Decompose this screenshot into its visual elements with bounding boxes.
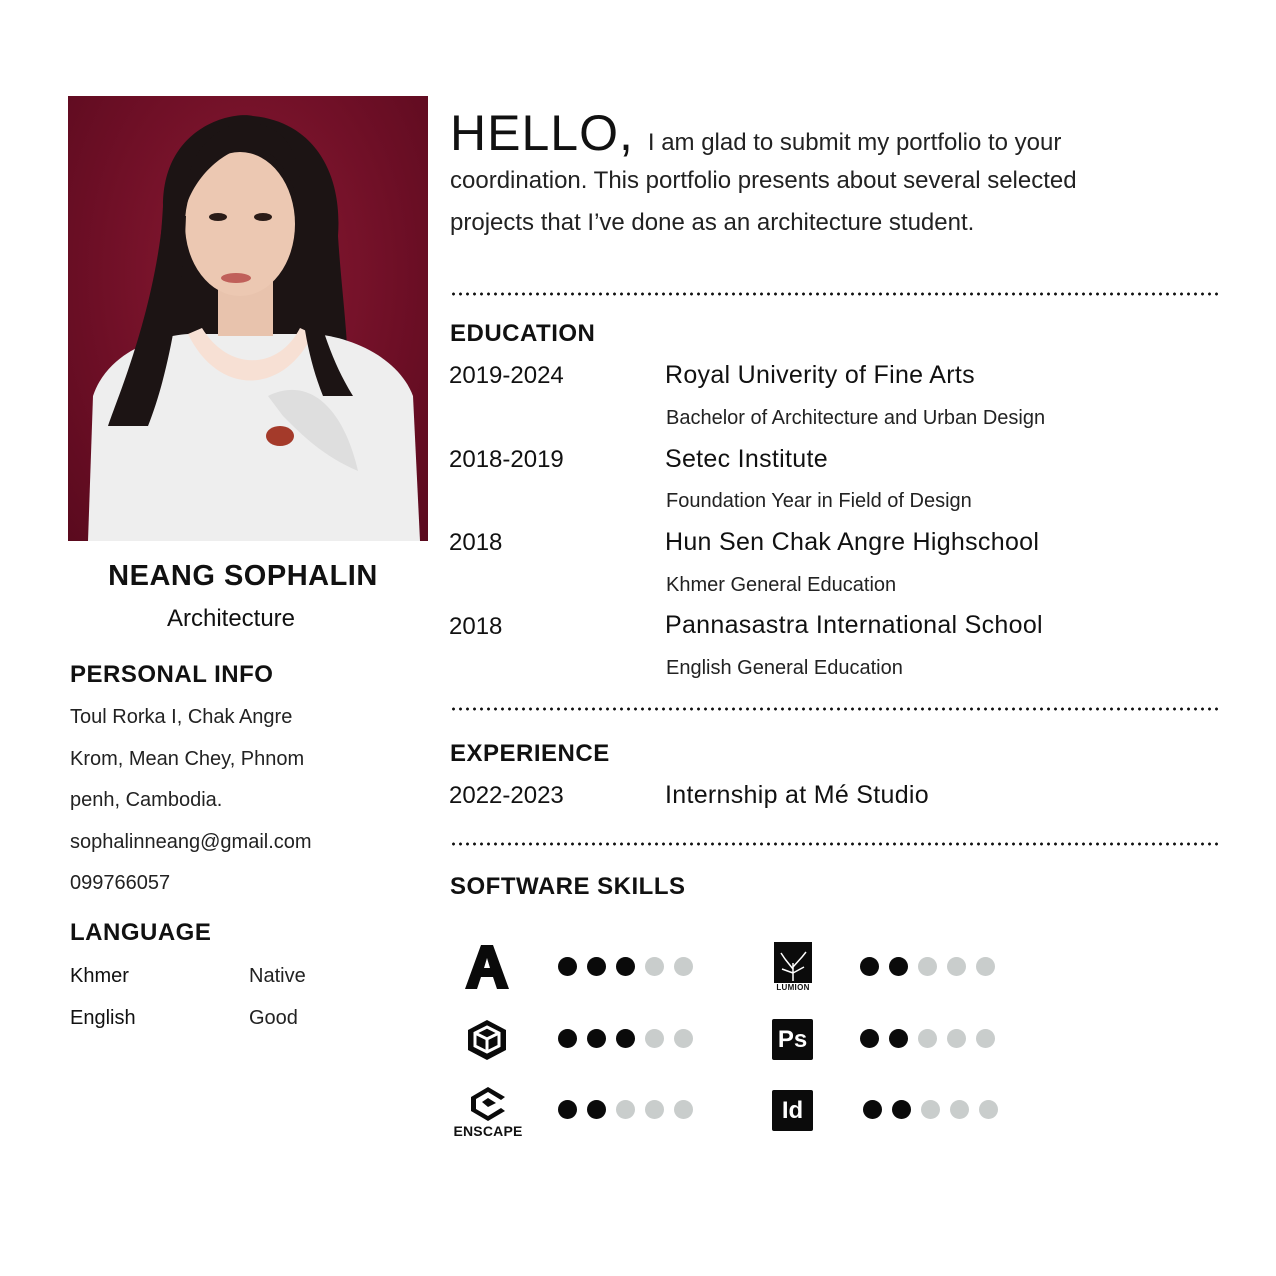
education-years: 2019-2024 [449, 362, 564, 389]
rating-dot-empty [645, 957, 664, 976]
education-years: 2018 [449, 529, 503, 556]
skill-rating [860, 957, 995, 976]
education-school: Royal Univerity of Fine Arts [665, 361, 975, 389]
intro-line: projects that I’ve done as an architecture student. [450, 209, 975, 236]
lumion-icon [772, 942, 814, 992]
rating-dot-filled [587, 1100, 606, 1119]
rating-dot-filled [616, 957, 635, 976]
rating-dot-filled [587, 957, 606, 976]
skill-rating [558, 1100, 693, 1119]
education-detail: Foundation Year in Field of Design [666, 490, 972, 512]
rating-dot-empty [674, 1100, 693, 1119]
education-detail: Khmer General Education [666, 574, 897, 596]
skill-rating [558, 1029, 693, 1048]
education-detail: Bachelor of Architecture and Urban Design [666, 407, 1046, 429]
rating-dot-filled [892, 1100, 911, 1119]
language-level: Native [249, 965, 306, 987]
language-name: English [70, 1007, 136, 1029]
rating-dot-empty [976, 957, 995, 976]
address-line: Krom, Mean Chey, Phnom [70, 748, 305, 770]
rating-dot-filled [616, 1029, 635, 1048]
rating-dot-empty [947, 1029, 966, 1048]
rating-dot-filled [558, 957, 577, 976]
rating-dot-filled [558, 1100, 577, 1119]
photoshop-icon [772, 1019, 813, 1060]
rating-dot-empty [674, 957, 693, 976]
rating-dot-filled [889, 1029, 908, 1048]
indesign-icon [772, 1090, 813, 1131]
experience-role: Internship at Mé Studio [665, 781, 929, 809]
enscape-icon [448, 1084, 528, 1140]
autocad-icon [462, 940, 512, 992]
rating-dot-filled [863, 1100, 882, 1119]
education-years: 2018 [449, 613, 503, 640]
photoshop-label: Ps [772, 1019, 813, 1060]
software-skills-title: SOFTWARE SKILLS [450, 873, 686, 900]
education-title: EDUCATION [450, 320, 596, 347]
skill-rating [558, 957, 693, 976]
language-name: Khmer [70, 965, 129, 987]
rating-dot-empty [674, 1029, 693, 1048]
education-detail: English General Education [666, 657, 903, 679]
profile-photo [68, 96, 428, 541]
rating-dot-empty [950, 1100, 969, 1119]
profile-name: NEANG SOPHALIN [108, 560, 378, 592]
intro-line: coordination. This portfolio presents about several selected [450, 167, 1077, 194]
rating-dot-filled [860, 957, 879, 976]
rating-dot-filled [860, 1029, 879, 1048]
dotted-divider [450, 707, 1218, 711]
intro-line: I am glad to submit my portfolio to your [647, 129, 1062, 156]
education-years: 2018-2019 [449, 446, 564, 473]
rating-dot-empty [918, 1029, 937, 1048]
rating-dot-empty [976, 1029, 995, 1048]
rating-dot-filled [889, 957, 908, 976]
sketchup-icon [464, 1017, 510, 1063]
phone-text[interactable]: 099766057 [70, 872, 171, 894]
education-school: Setec Institute [665, 445, 828, 473]
address-line: Toul Rorka I, Chak Angre [70, 706, 293, 728]
dotted-divider [450, 842, 1218, 846]
indesign-label: Id [772, 1090, 813, 1131]
profile-role: Architecture [166, 605, 296, 632]
experience-title: EXPERIENCE [450, 740, 610, 767]
rating-dot-empty [918, 957, 937, 976]
rating-dot-empty [645, 1100, 664, 1119]
experience-years: 2022-2023 [449, 782, 564, 809]
address-line: penh, Cambodia. [70, 789, 223, 811]
greeting: HELLO, [450, 105, 634, 161]
portrait-illustration [68, 96, 428, 541]
dotted-divider [450, 292, 1218, 296]
education-school: Hun Sen Chak Angre Highschool [665, 528, 1040, 556]
rating-dot-empty [947, 957, 966, 976]
language-title: LANGUAGE [70, 919, 212, 946]
rating-dot-empty [921, 1100, 940, 1119]
rating-dot-empty [979, 1100, 998, 1119]
intro-paragraph [450, 105, 1240, 244]
skill-rating [863, 1100, 998, 1119]
skill-rating [860, 1029, 995, 1048]
rating-dot-empty [645, 1029, 664, 1048]
email-text[interactable]: sophalinneang@gmail.com [70, 831, 312, 853]
language-level: Good [249, 1007, 298, 1029]
personal-info-title: PERSONAL INFO [70, 661, 274, 688]
rating-dot-filled [558, 1029, 577, 1048]
rating-dot-empty [616, 1100, 635, 1119]
lumion-label: LUMION [776, 983, 810, 992]
enscape-label: ENSCAPE [453, 1123, 523, 1139]
education-school: Pannasastra International School [665, 611, 1043, 639]
rating-dot-filled [587, 1029, 606, 1048]
